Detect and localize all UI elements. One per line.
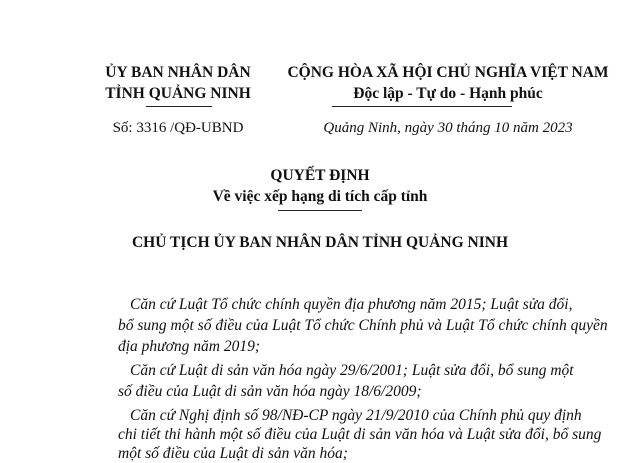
basis-2-line-1: Căn cứ Luật di sản văn hóa ngày 29/6/2001; Luật sửa đổi, bổ sung một [130,362,574,379]
motto-underline [332,106,512,107]
national-motto: Độc lập - Tự do - Hạnh phúc [353,85,543,102]
nation-name: CỘNG HÒA XÃ HỘI CHỦ NGHĨA VIỆT NAM [287,64,609,81]
basis-3-line-3: một số điều của Luật di sản văn hóa; [118,445,348,462]
decision-subject: Về việc xếp hạng di tích cấp tỉnh [212,188,428,205]
decision-title: QUYẾT ĐỊNH [270,167,370,184]
place-and-date: Quảng Ninh, ngày 30 tháng 10 năm 2023 [323,120,573,136]
issuing-authority: CHỦ TỊCH ỦY BAN NHÂN DÂN TỈNH QUẢNG NINH [131,234,509,251]
document-number: Số: 3316 /QĐ-UBND [112,120,244,136]
basis-2-line-2: số điều của Luật di sản văn hóa ngày 18/6/2009; [118,383,422,400]
subject-underline [278,210,362,211]
agency-name-line2: TỈNH QUẢNG NINH [105,85,251,102]
basis-3-line-2: chi tiết thi hành một số điều của Luật di sản văn hóa và Luật sửa đổi, bổ sung [118,426,602,443]
basis-1-line-2: bổ sung một số điều của Luật Tổ chức Chính phủ và Luật Tổ chức chính quyền [118,317,608,334]
agency-name-line1: ỦY BAN NHÂN DÂN [105,64,251,81]
agency-underline [146,106,212,107]
basis-3-line-1: Căn cứ Nghị định số 98/NĐ-CP ngày 21/9/2010 của Chính phủ quy định [130,407,582,424]
basis-1-line-1: Căn cứ Luật Tổ chức chính quyền địa phương năm 2015; Luật sửa đổi, [130,296,573,313]
basis-1-line-3: địa phương năm 2019; [118,338,261,355]
